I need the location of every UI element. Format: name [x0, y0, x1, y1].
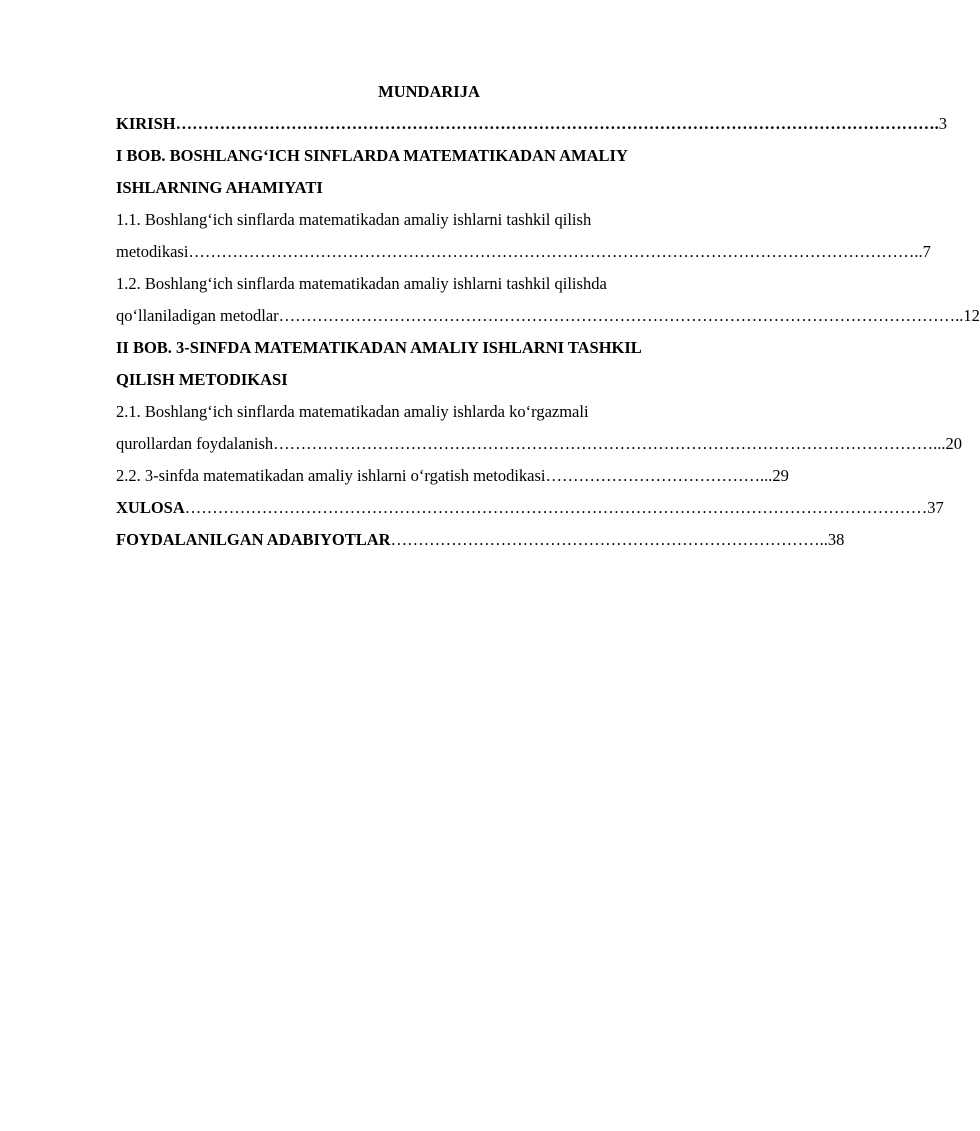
toc-page-number: 12: [963, 306, 980, 325]
toc-page-number: 37: [927, 498, 944, 517]
toc-entry-label: KIRISH: [116, 114, 176, 133]
toc-entry-section-2-2[interactable]: [116, 460, 789, 492]
table-of-contents: [116, 76, 980, 556]
toc-title: MUNDARIJA: [378, 82, 480, 101]
toc-entry-references[interactable]: [116, 524, 845, 556]
toc-entry-label: 1.1. Boshlang‘ich sinflarda matematikadan amaliy ishlarni tashkil qilish: [116, 210, 592, 229]
toc-page-number: 3: [938, 114, 947, 133]
toc-entry-xulosa[interactable]: [116, 492, 944, 524]
toc-leader-dots: ………………………………………………………………………………………………………………………….: [175, 114, 939, 133]
toc-leader-dots: ………………………………………………………………………………………………………………………: [184, 498, 928, 517]
toc-entry-label-cont: ISHLARNING AHAMIYATI: [116, 178, 323, 197]
toc-entry-label-cont: qurollardan foydalanish: [116, 434, 274, 453]
toc-leader-dots: ……………………………………………………………………..: [390, 530, 828, 549]
toc-entry-label: I BOB. BOSHLANG‘ICH SINFLARDA MATEMATIKADAN AMALIY: [116, 146, 628, 165]
toc-entry-section-1-1[interactable]: [116, 204, 931, 268]
toc-page-number: 38: [827, 530, 845, 549]
toc-leader-dots: ……………………………………………………………………………………………………………………..: [188, 242, 923, 261]
toc-entry-label-cont: QILISH METODIKASI: [116, 370, 288, 389]
toc-page-number: 20: [945, 434, 963, 453]
toc-entry-label: XULOSA: [116, 498, 185, 517]
toc-entry-label: II BOB. 3-SINFDA MATEMATIKADAN AMALIY ISHLARNI TASHKIL: [116, 338, 642, 357]
toc-leader-dots: …………………………………………………………………………………………………………...: [273, 434, 946, 453]
toc-entry-label: 1.2. Boshlang‘ich sinflarda matematikadan amaliy ishlarni tashkil qilishda: [116, 274, 607, 293]
toc-leader-dots: …………………………………...: [545, 466, 773, 485]
toc-entry-chapter-2[interactable]: [116, 332, 742, 396]
toc-entry-label: 2.1. Boshlang‘ich sinflarda matematikadan amaliy ishlarda ko‘rgazmali: [116, 402, 589, 421]
toc-leader-dots: ……………………………………………………………………………………………………………..: [278, 306, 964, 325]
toc-entry-label: 2.2. 3-sinfda matematikadan amaliy ishlarni o‘rgatish metodikasi: [116, 466, 546, 485]
toc-entry-label: FOYDALANILGAN ADABIYOTLAR: [116, 530, 391, 549]
toc-page-number: 29: [772, 466, 789, 485]
toc-entry-section-2-1[interactable]: [116, 396, 963, 460]
toc-entry-label-cont: metodikasi: [116, 242, 189, 261]
toc-entry-section-1-2[interactable]: [116, 268, 980, 332]
toc-entry-kirish[interactable]: [116, 108, 947, 140]
toc-entry-label-cont: qo‘llaniladigan metodlar: [116, 306, 279, 325]
toc-page-number: 7: [922, 242, 931, 261]
toc-entry-chapter-1[interactable]: [116, 140, 742, 204]
